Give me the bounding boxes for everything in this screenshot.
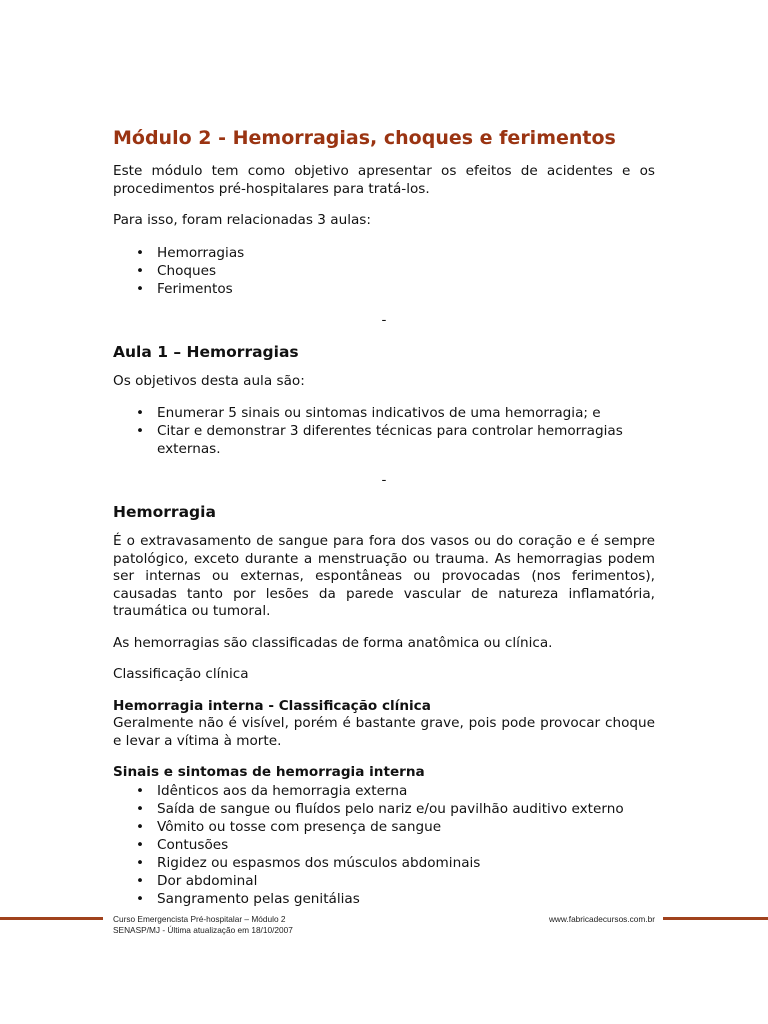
hemorragia-definition: É o extravasamento de sangue para fora dos vasos ou do coração e é sempre patológico, exceto durante a menstruação ou trauma. As hemorragias podem ser internas ou externas, espontâneas ou provocadas (nos ferimentos), causadas tanto por lesões da parede vascular de natureza inflamatória, traumática ou tumoral. [113,533,655,619]
aula1-heading: Aula 1 – Hemorragias [113,342,299,361]
list-item: • Citar e demonstrar 3 diferentes técnicas para controlar hemorragias externas. [157,422,655,458]
objectives-intro: Os objetivos desta aula são: [113,372,305,389]
footer-course: Curso Emergencista Pré-hospitalar – Módulo 2 [113,914,286,924]
footer-course-info [113,914,293,936]
list-item: • Hemorragias [157,244,655,262]
clinical-classification-label: Classificação clínica [113,666,249,682]
module-title: Módulo 2 - Hemorragias, choques e ferimentos [113,127,616,149]
internal-hemorrhage-text: Geralmente não é visível, porém é bastante grave, pois pode provocar choque e levar a vítima à morte. [113,715,655,749]
objectives-list [113,404,655,458]
document-body [113,126,655,922]
list-item: • Dor abdominal [157,872,655,890]
page-footer [0,912,768,942]
internal-hemorrhage-heading: Hemorragia interna - Classificação clínica [113,697,431,714]
list-item: • Ferimentos [157,280,655,298]
list-item: • Idênticos aos da hemorragia externa [157,782,655,800]
list-item: • Vômito ou tosse com presença de sangue [157,818,655,836]
footer-rule-right [663,917,768,920]
hemorragia-heading: Hemorragia [113,503,216,521]
footer-rule-left [0,917,103,920]
list-item: • Choques [157,262,655,280]
list-item: • Enumerar 5 sinais ou sintomas indicativos de uma hemorragia; e [157,404,655,422]
lessons-list [113,244,655,298]
section-separator: - [381,311,387,328]
module-intro: Este módulo tem como objetivo apresentar os efeitos de acidentes e os procedimentos pré-hospitalares para tratá-los. [113,163,655,197]
footer-updated: SENASP/MJ - Última atualização em 18/10/2007 [113,925,293,935]
footer-website[interactable]: www.fabricadecursos.com.br [548,914,655,924]
list-item: • Saída de sangue ou fluídos pelo nariz e/ou pavilhão auditivo externo [157,800,655,818]
lessons-intro: Para isso, foram relacionadas 3 aulas: [113,212,371,228]
signs-list [113,782,655,908]
section-separator: - [381,472,387,488]
list-item: • Sangramento pelas genitálias [157,890,655,908]
list-item: • Contusões [157,836,655,854]
signs-heading: Sinais e sintomas de hemorragia interna [113,764,425,780]
list-item: • Rigidez ou espasmos dos músculos abdominais [157,854,655,872]
hemorragia-classification: As hemorragias são classificadas de forma anatômica ou clínica. [113,634,553,651]
